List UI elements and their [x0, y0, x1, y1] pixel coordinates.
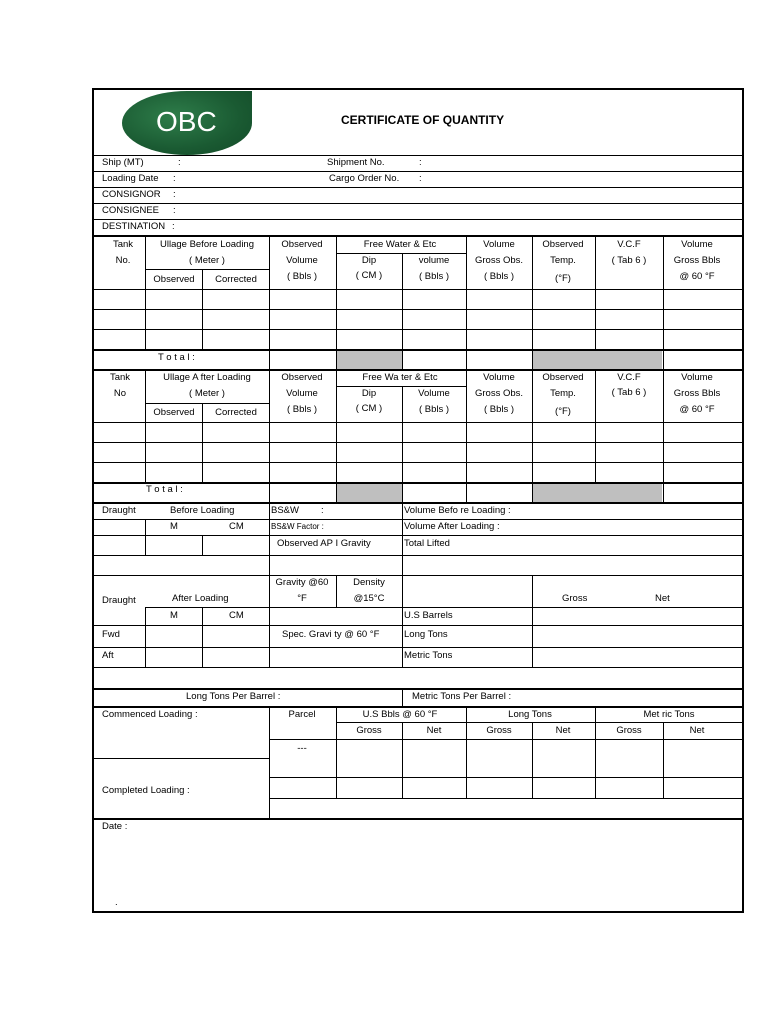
vcf-tab: ( Tab 6 )	[611, 387, 647, 398]
meter-header: ( Meter )	[189, 388, 225, 399]
rule	[532, 370, 533, 502]
rule	[466, 706, 467, 798]
rule	[93, 647, 743, 648]
shaded-cell	[336, 483, 402, 502]
rule	[93, 171, 743, 172]
rule	[93, 758, 269, 759]
vol-before-label: Volume Befo re Loading :	[404, 505, 511, 516]
shaded-cell	[532, 483, 662, 502]
density-label: Density	[353, 577, 385, 588]
commenced-loading-label: Commenced Loading :	[102, 709, 198, 720]
net-header: Net	[689, 725, 705, 736]
dip-unit: ( CM )	[355, 403, 383, 414]
m-label: M	[170, 610, 178, 621]
ship-colon: :	[178, 157, 181, 168]
dot-mark: .	[115, 897, 118, 908]
dip-unit: ( CM )	[355, 270, 383, 281]
cm-label: CM	[229, 610, 244, 621]
rule	[93, 349, 743, 351]
rule	[93, 575, 743, 576]
bsw-label: BS&W	[271, 505, 299, 516]
page-title: CERTIFICATE OF QUANTITY	[341, 113, 505, 127]
ship-label: Ship (MT)	[102, 157, 144, 168]
rule	[532, 722, 533, 798]
gross-label: Gross	[562, 593, 588, 604]
us-barrels-label: U.S Barrels	[404, 610, 453, 621]
vcf-header: V.C.F	[617, 239, 641, 250]
logo-text: OBC	[156, 106, 217, 137]
rule	[402, 575, 403, 667]
fw-volume-unit: ( Bbls )	[418, 404, 450, 415]
fw-volume-header: volume	[418, 255, 450, 266]
parcel-dash: ---	[297, 743, 307, 754]
tank-header: Tank	[109, 372, 131, 383]
fw-volume-header: Volume	[418, 388, 450, 399]
completed-loading-label: Completed Loading :	[102, 785, 190, 796]
rule	[93, 289, 743, 290]
rule	[336, 253, 466, 254]
rule	[269, 798, 743, 799]
rule	[532, 575, 533, 667]
rule	[269, 706, 270, 818]
rule	[402, 503, 403, 575]
destination-colon: :	[172, 221, 175, 232]
obs-volume-unit: ( Bbls )	[286, 404, 318, 415]
fwd-label: Fwd	[102, 629, 120, 640]
rule	[202, 607, 203, 667]
temp-header: Temp.	[550, 388, 576, 399]
rule	[145, 236, 146, 349]
temp-unit: (°F)	[555, 273, 571, 284]
gross-obs-header: Volume	[483, 372, 515, 383]
rule	[145, 269, 269, 270]
rule	[402, 386, 403, 502]
long-tons-label: Long Tons	[404, 629, 448, 640]
after-loading-label: After Loading	[172, 593, 229, 604]
bsw-colon: :	[321, 505, 324, 516]
dip-header: Dip	[361, 388, 377, 399]
rule	[595, 706, 596, 798]
shaded-cell	[336, 350, 402, 369]
obs-volume-header: Volume	[286, 388, 318, 399]
temp-header: Observed	[542, 372, 584, 383]
rule	[93, 535, 743, 536]
long-tons-header: Long Tons	[508, 709, 552, 720]
rule	[336, 370, 337, 502]
shipment-colon: :	[419, 157, 422, 168]
obs-volume-header: Observed	[281, 372, 323, 383]
observed-header: Observed	[153, 407, 195, 418]
gross-bbls-unit: @ 60 °F	[679, 404, 715, 415]
fw-volume-unit: ( Bbls )	[418, 271, 450, 282]
temp-header: Observed	[542, 239, 584, 250]
rule	[93, 462, 743, 463]
rule	[202, 403, 203, 482]
tank-no-header: No.	[115, 255, 131, 266]
meter-header: ( Meter )	[189, 255, 225, 266]
net-label: Net	[655, 593, 670, 604]
gravity-label: Gravity @60	[275, 577, 329, 588]
rule	[93, 442, 743, 443]
rule	[93, 555, 743, 556]
rule	[93, 369, 743, 371]
shipment-no-label: Shipment No.	[327, 157, 385, 168]
gross-header: Gross	[616, 725, 642, 736]
rule	[269, 370, 270, 502]
gross-obs-header: Gross Obs.	[474, 255, 524, 266]
metric-tons-per-barrel-label: Metric Tons Per Barrel :	[412, 691, 512, 702]
draught-label: Draught	[102, 505, 136, 516]
ullage-header: Ullage Before Loading	[159, 239, 255, 250]
gross-obs-header: Gross Obs.	[474, 388, 524, 399]
gross-bbls-header: Volume	[681, 239, 713, 250]
parcel-label: Parcel	[288, 709, 316, 720]
rule	[336, 575, 337, 607]
consignor-label: CONSIGNOR	[102, 189, 161, 200]
rule	[145, 519, 146, 555]
rule	[93, 519, 743, 520]
rule	[145, 607, 743, 608]
rule	[532, 236, 533, 369]
cargo-order-label: Cargo Order No.	[329, 173, 400, 184]
rule	[595, 236, 596, 349]
m-label: M	[170, 521, 178, 532]
us-bbls-header: U.S Bbls @ 60 °F	[362, 709, 438, 720]
rule	[336, 706, 337, 798]
consignee-colon: :	[173, 205, 176, 216]
gross-bbls-header: Volume	[681, 372, 713, 383]
spec-gravity-label: Spec. Gravi ty @ 60 °F	[282, 629, 380, 640]
rule	[93, 187, 743, 188]
rule	[202, 269, 203, 349]
date-label: Date :	[102, 821, 128, 832]
destination-label: DESTINATION	[102, 221, 166, 232]
rule	[93, 309, 743, 310]
dip-header: Dip	[361, 255, 377, 266]
rule	[93, 203, 743, 204]
gross-header: Gross	[486, 725, 512, 736]
vcf-header: V.C.F	[617, 372, 641, 383]
rule	[663, 236, 664, 369]
loading-date-label: Loading Date	[102, 173, 159, 184]
bsw-factor-label: BS&W Factor :	[271, 522, 324, 531]
observed-header: Observed	[153, 274, 195, 285]
total-label: T o t a l :	[158, 352, 195, 363]
vcf-tab: ( Tab 6 )	[611, 255, 647, 266]
draught-label: Draught	[102, 595, 136, 606]
rule	[663, 722, 664, 798]
temp-unit: (°F)	[555, 406, 571, 417]
rule	[93, 219, 743, 220]
free-water-header: Free Water & Etc	[363, 239, 437, 250]
long-tons-per-barrel-label: Long Tons Per Barrel :	[186, 691, 281, 702]
aft-label: Aft	[102, 650, 114, 661]
gross-obs-header: Volume	[483, 239, 515, 250]
rule	[145, 607, 146, 667]
before-loading-label: Before Loading	[170, 505, 235, 516]
cargo-order-colon: :	[419, 173, 422, 184]
rule	[269, 236, 270, 369]
obs-volume-header: Observed	[281, 239, 323, 250]
rule	[93, 422, 743, 423]
consignor-colon: :	[173, 189, 176, 200]
rule	[93, 329, 743, 330]
rule	[93, 667, 743, 668]
ullage-header: Ullage A fter Loading	[163, 372, 251, 383]
gross-bbls-header: Gross Bbls	[673, 255, 721, 266]
metric-tons-header: Met ric Tons	[643, 709, 695, 720]
corrected-header: Corrected	[215, 407, 257, 418]
gross-bbls-unit: @ 60 °F	[679, 271, 715, 282]
rule	[336, 386, 466, 387]
rule	[93, 818, 743, 820]
rule	[93, 235, 743, 237]
rule	[202, 535, 203, 555]
rule	[93, 706, 743, 708]
density-unit: @15°C	[353, 593, 385, 604]
rule	[93, 688, 743, 690]
rule	[336, 236, 337, 369]
rule	[145, 370, 146, 482]
obs-volume-header: Volume	[286, 255, 318, 266]
cm-label: CM	[229, 521, 244, 532]
rule	[145, 403, 269, 404]
net-header: Net	[555, 725, 571, 736]
vol-after-label: Volume After Loading :	[404, 521, 500, 532]
loading-date-colon: :	[173, 173, 176, 184]
rule	[269, 777, 743, 778]
rule	[663, 370, 664, 502]
rule	[466, 370, 467, 502]
net-header: Net	[426, 725, 442, 736]
temp-header: Temp.	[550, 255, 576, 266]
consignee-label: CONSIGNEE	[102, 205, 160, 216]
gravity-unit: °F	[297, 593, 307, 604]
obs-volume-unit: ( Bbls )	[286, 271, 318, 282]
total-lifted-label: Total Lifted	[404, 538, 450, 549]
gross-obs-unit: ( Bbls )	[483, 271, 515, 282]
rule	[402, 253, 403, 369]
gross-bbls-header: Gross Bbls	[673, 388, 721, 399]
metric-tons-label: Metric Tons	[404, 650, 453, 661]
obs-api-label: Observed AP I Gravity	[277, 538, 371, 549]
rule	[93, 502, 743, 504]
tank-no-header: No	[113, 388, 127, 399]
total-label: T o t a l :	[146, 484, 183, 495]
rule	[269, 739, 743, 740]
tank-header: Tank	[112, 239, 134, 250]
rule	[93, 625, 743, 626]
corrected-header: Corrected	[215, 274, 257, 285]
rule	[93, 482, 743, 484]
rule	[93, 155, 743, 156]
free-water-header: Free Wa ter & Etc	[362, 372, 438, 383]
rule	[402, 688, 403, 706]
gross-obs-unit: ( Bbls )	[483, 404, 515, 415]
rule	[336, 722, 743, 723]
rule	[595, 370, 596, 482]
rule	[269, 575, 270, 667]
shaded-cell	[532, 350, 662, 369]
rule	[466, 236, 467, 369]
rule	[269, 503, 270, 575]
rule	[402, 722, 403, 798]
gross-header: Gross	[356, 725, 382, 736]
